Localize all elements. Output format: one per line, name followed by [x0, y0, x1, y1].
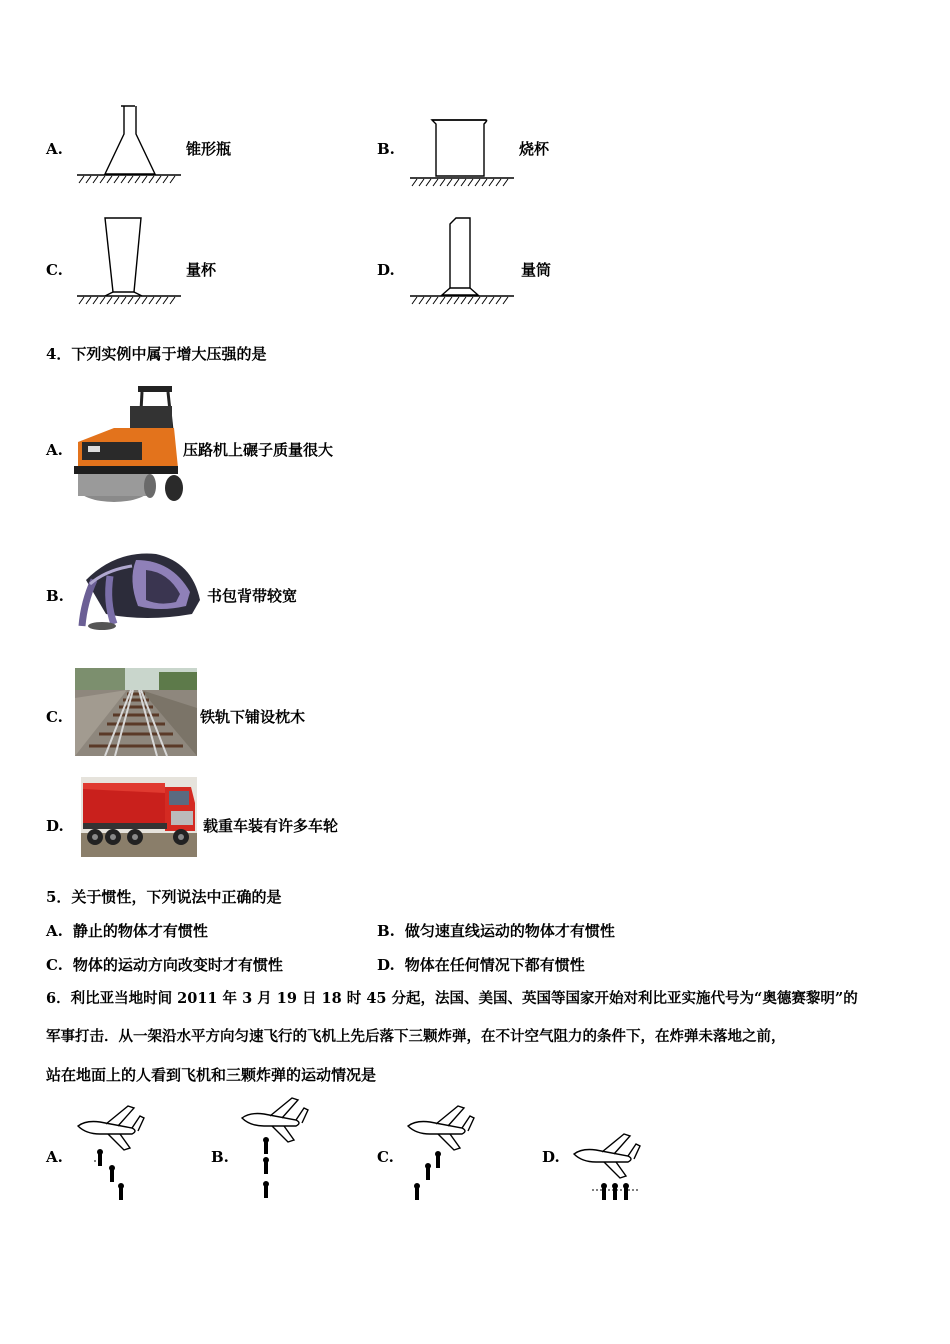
q5-option-a — [46, 924, 208, 939]
school-bag-image — [76, 540, 204, 632]
q6-option-a-diagram — [76, 1104, 146, 1204]
q3-option-b-letter: B. — [377, 140, 395, 158]
measuring-cup-icon — [75, 216, 183, 308]
heavy-truck-image — [81, 777, 197, 857]
q3-option-a-letter: A. — [46, 140, 63, 158]
bombs — [414, 1151, 441, 1200]
q4-option-c-text: 铁轨下铺设枕木 — [200, 708, 306, 726]
q5-option-c-letter: C. — [46, 956, 63, 974]
q4-option-b-text: 书包背带较宽 — [207, 587, 298, 605]
q4-option-a-text: 压路机上碾子质量很大 — [183, 441, 334, 459]
q3-option-b-text: 烧杯 — [519, 140, 550, 158]
q4-option-c-letter: C. — [46, 708, 63, 726]
q4-option-d-text: 载重车装有许多车轮 — [203, 817, 339, 835]
q4-stem: 4．下列实例中属于增大压强的是 — [46, 345, 267, 363]
railway-track-image — [75, 668, 197, 756]
q5-option-a-letter: A. — [46, 922, 63, 940]
q5-option-d — [377, 958, 585, 973]
q5-stem: 5．关于惯性，下列说法中正确的是 — [46, 888, 282, 906]
airplane-icon — [408, 1106, 474, 1150]
bombs — [97, 1149, 124, 1200]
q6-option-c-diagram — [406, 1104, 476, 1204]
q4-option-d-letter: D. — [46, 817, 64, 835]
q4-option-b-letter: B. — [46, 587, 64, 605]
q5-option-b-letter: B. — [377, 922, 395, 940]
q3-option-d-letter: D. — [377, 261, 395, 279]
q4-option-a-letter: A. — [46, 441, 63, 459]
q5-option-d-letter: D. — [377, 956, 395, 974]
q6-option-d-diagram — [572, 1132, 642, 1204]
beaker-icon — [408, 116, 516, 192]
q6-stem-line3: 站在地面上的人看到飞机和三颗炸弹的运动情况是 — [46, 1066, 377, 1084]
conical-flask-icon — [75, 104, 183, 184]
q6-stem-line2: 军事打击．从一架沿水平方向匀速飞行的飞机上先后落下三颗炸弹，在不计空气阻力的条件下，在炸弹未落地之前， — [46, 1028, 786, 1045]
airplane-icon — [78, 1106, 144, 1150]
bombs — [263, 1137, 269, 1198]
q5-option-a-text: 静止的物体才有惯性 — [72, 922, 208, 940]
airplane-icon — [574, 1134, 640, 1178]
q6-option-a-letter: A. — [46, 1148, 63, 1166]
q5-option-b — [377, 924, 615, 939]
road-roller-image — [74, 380, 184, 502]
q3-option-c-letter: C. — [46, 261, 63, 279]
airplane-icon — [242, 1098, 308, 1142]
q3-option-a-text: 锥形瓶 — [186, 140, 232, 158]
q3-option-c-text: 量杯 — [186, 261, 217, 279]
q3-option-d-text: 量筒 — [521, 261, 552, 279]
q6-option-b-letter: B. — [211, 1148, 229, 1166]
q6-option-b-diagram — [240, 1096, 310, 1204]
q5-option-b-text: 做匀速直线运动的物体才有惯性 — [404, 922, 615, 940]
q5-option-c-text: 物体的运动方向改变时才有惯性 — [72, 956, 283, 974]
graduated-cylinder-icon — [408, 216, 516, 308]
q5-option-d-text: 物体在任何情况下都有惯性 — [404, 956, 585, 974]
q6-stem-line1: 6．利比亚当地时间 2011 年 3 月 19 日 18 时 45 分起，法国、美国、英国等国家开始对利比亚实施代号为“奥德赛黎明”的 — [46, 990, 858, 1007]
q5-option-c — [46, 958, 283, 973]
bombs — [601, 1183, 629, 1200]
q6-option-c-letter: C. — [377, 1148, 394, 1166]
q6-option-d-letter: D. — [542, 1148, 560, 1166]
